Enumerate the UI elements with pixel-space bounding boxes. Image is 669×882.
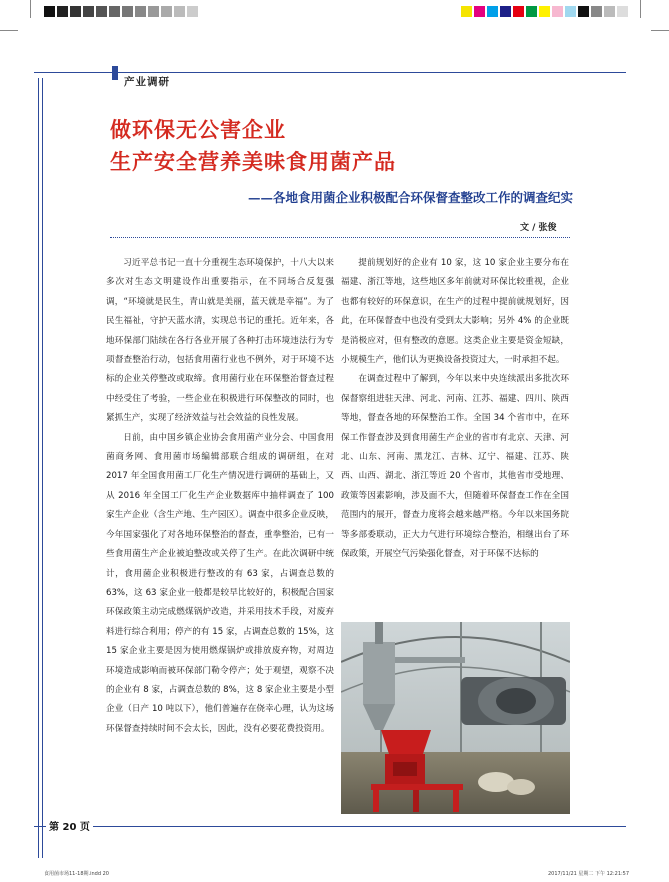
author-byline: 文 / 张俊 <box>520 223 557 233</box>
article-subtitle: ——各地食用菌企业积极配合环保督查整改工作的调查纪实 <box>248 190 574 205</box>
paragraph: 日前，由中国乡镇企业协会食用菌产业分会、中国食用菌商务网、食用菌市场编辑部联合组成的调研组，在对 2017 年全国食用菌工厂化生产情况进行调研的基础上，又从 2016 年全国工厂化生产企业数据库中抽样调查了 100 家生产企业（含生产地、生产园区）。调查中很多企业反映，今年国家强化了对各地环保整治的督查，重拳整治，已有一些食用菌生产企业被迫整改或关停了生产。在此次调研中统计，食用菌企业积极进行整改的有 63 家，占调查总数的 63%，这 63 家企业一般都是较早比较好的，积极配合国家环保政策主动完成燃煤锅炉改造，并采用技术手段，对废弃料进行综合利用；停产的有 15 家，占调查总数的 15%，这 15 家企业主要是因为使用燃煤锅炉或排放废弃物，对周边环境造成影响而被环保部门勒令停产；处于观望，观察不决的企业有 8 家，占调查总数的 8%，这 8 家企业主要是小型企业（日产 10 吨以下），他们普遍存在侥幸心理，认为这场环保督查持续时间不会太长，因此，没有必要花费投资用。 <box>106 432 334 734</box>
print-slug-right: 2017/11/21 星期二 下午 12:21:57 <box>548 871 630 877</box>
paragraph: 提前规划好的企业有 10 家，这 10 家企业主要分布在福建、浙江等地，这些地区多年前就对环保比较重视，企业也都有较好的环保意识，在生产的过程中提前就规划好，因此，在环保督查中也没有受到太大影响；另外 4% 的企业既是消极应对，但有整改的意愿。这类企业主要是资金短缺，小规模生产，他们认为更换设备投资过大，一时承担不起。 <box>341 258 569 366</box>
page-number: 第 20 页 <box>46 818 93 833</box>
crop-mark <box>651 30 669 31</box>
crop-mark <box>640 0 641 18</box>
header-rule <box>34 72 626 73</box>
left-margin-rule <box>38 78 39 858</box>
factory-equipment-photo <box>341 622 570 814</box>
print-slug-left: 食用菌市场11-18期.indd 20 <box>44 871 109 877</box>
print-color-bar <box>461 6 630 17</box>
left-column <box>106 254 334 739</box>
paragraph: 在调查过程中了解到，今年以来中央连续派出多批次环保督察组进驻天津、河北、河南、江苏、福建、四川、陕西等地，督查各地的环保整治工作。全国 34 个省市中，在环保工作督查涉及到食用菌生产企业的省市有北京、天津、河北、山东、河南、黑龙江、吉林、辽宁、福建、江苏、陕西、山西、湖北、浙江等近 20 个省市，其他省市受地理、政策等因素影响，涉及面不大，但随着环保督查工作在全国范围内的展开，督查力度将会越来越严格。今年以来国务院等多部委联动，正大力气进行环境综合整治，相继出台了环保政策，开展空气污染强化督查，对于环保不达标的 <box>341 374 569 560</box>
paragraph: 习近平总书记一直十分重视生态环境保护，十八大以来多次对生态文明建设作出重要指示，在不同场合反复强调，“环境就是民生，青山就是美丽，蓝天就是幸福”。为了民生福祉，守护天蓝水清，实现总书记的重托。近年来，各地环保部门陆续在各行各业开展了各种打击环境违法行为专项督查整治行动，包括食用菌行业也不例外，对于环境不达标的企业关停整改或取缔。食用菌行业在环保整治督查过程中经受住了考验，一些企业在积极进行环保整改的同时，也紧抓生产，实现了经济效益与社会效益的良性发展。 <box>106 258 334 424</box>
dotted-divider <box>110 237 570 238</box>
section-label: 产业调研 <box>124 76 170 88</box>
print-grayscale-bar <box>44 6 200 17</box>
crop-mark <box>30 0 31 18</box>
crop-mark <box>0 30 18 31</box>
article-title-line1: 做环保无公害企业 <box>110 117 286 142</box>
right-column <box>341 254 569 565</box>
section-marker <box>112 66 118 80</box>
left-margin-rule <box>42 78 43 858</box>
article-title-line2: 生产安全营养美味食用菌产品 <box>110 149 396 174</box>
footer-rule <box>34 826 626 827</box>
